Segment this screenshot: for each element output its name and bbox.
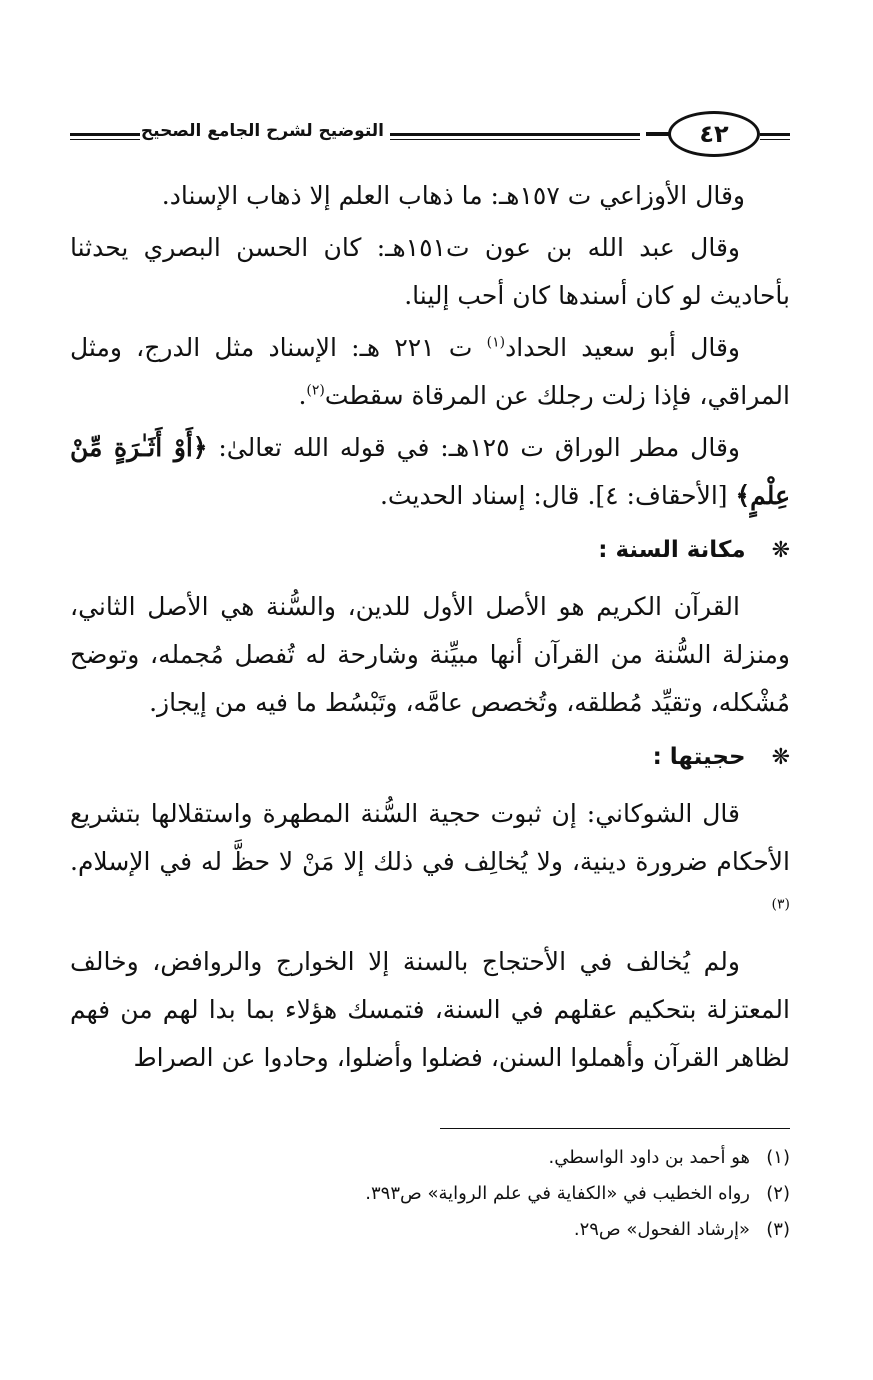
paragraph-haddad-text-b: ت ٢٢١ هـ: الإسناد مثل الدرج، ومثل المراقي، فإذا زلت رجلك عن المرقاة سقطت [70,333,790,410]
page-number: ٤٢ [668,111,760,157]
footnote-number: (٣) [766,1219,790,1240]
section-heading-status-text: مكانة السنة : [598,537,746,563]
footnote-1 [70,1140,790,1176]
paragraph-shawkani-text: قال الشوكاني: إن ثبوت حجية السُّنة المطهرة واستقلالها بتشريع الأحكام ضرورة دينية، ولا يُخالِف في ذلك إلا مَنْ لا حظَّ له في الإسلام. [70,799,790,876]
paragraph-opponents: ولم يُخالف في الأحتجاج بالسنة إلا الخوارج والروافض، وخالف المعتزلة بتحكيم عقلهم في السنة، فتمسك هؤلاء بما بدا لهم من فهم لظاهر القرآن وأهملوا السنن، فضلوا وأضلوا، وحادوا عن الصراط [70,947,790,1072]
footnote-ref-1: (١) [486,334,506,351]
footnote-number: (٢) [766,1183,790,1204]
page-header [60,105,790,165]
star-ornament-icon: ❋ [771,538,790,563]
footnote-ref-3: (٣) [771,896,790,913]
footnote-text: رواه الخطيب في «الكفاية في علم الرواية» ص٣٩٣. [365,1183,750,1204]
footnote-2 [70,1176,790,1212]
paragraph-haddad [70,324,790,420]
footnote-text: هو أحمد بن داود الواسطي. [548,1147,750,1168]
paragraph-awzai: وقال الأوزاعي ت ١٥٧هـ: ما ذهاب العلم إلا ذهاب الإسناد. [161,181,745,210]
paragraph-shawkani [70,790,790,934]
paragraph-ibn-awn: وقال عبد الله بن عون ت١٥١هـ: كان الحسن البصري يحدثنا بأحاديث لو كان أسندها كان أحب إلينا. [70,233,790,310]
footnote-text: «إرشاد الفحول» ص٢٩. [573,1219,750,1240]
section-heading-authority [70,733,790,782]
paragraph-matar-text-a: وقال مطر الوراق ت ١٢٥هـ: في قوله الله تعالىٰ: [207,433,740,462]
quran-verse: ﴿أَوْ أَثَـٰرَةٍ مِّنْ عِلْمٍ﴾ [70,433,790,510]
main-text [70,172,790,1082]
header-rule-middle [390,133,640,140]
header-ornament [646,132,670,136]
paragraph-haddad-text-a: وقال أبو سعيد الحداد [505,333,741,362]
paragraph-matar [70,424,790,520]
footnote-3 [70,1212,790,1248]
paragraph-haddad-text-c: . [298,381,307,410]
running-title: التوضيح لشرح الجامع الصحيح [140,121,384,141]
section-heading-status [70,526,790,575]
footnotes [70,1140,790,1248]
footnote-number: (١) [766,1147,790,1168]
footnote-ref-2: (٢) [306,382,325,399]
paragraph-matar-text-b: [الأحقاف: ٤]. قال: إسناد الحديث. [379,481,736,510]
footnote-separator [440,1128,790,1129]
header-rule-right [760,133,790,140]
star-ornament-icon: ❋ [771,745,790,770]
section-heading-authority-text: حجيتها : [652,744,746,770]
paragraph-sunnah-status: القرآن الكريم هو الأصل الأول للدين، والسُّنة هي الأصل الثاني، ومنزلة السُّنة من القرآن أنها مبيِّنة وشارحة له تُفصل مُجمله، وتوضح مُشْكله، وتقيِّد مُطلقه، وتُخصص عامَّه، وتَبْسُط ما فيه من إيجاز. [70,592,790,717]
header-rule-left [70,133,140,140]
